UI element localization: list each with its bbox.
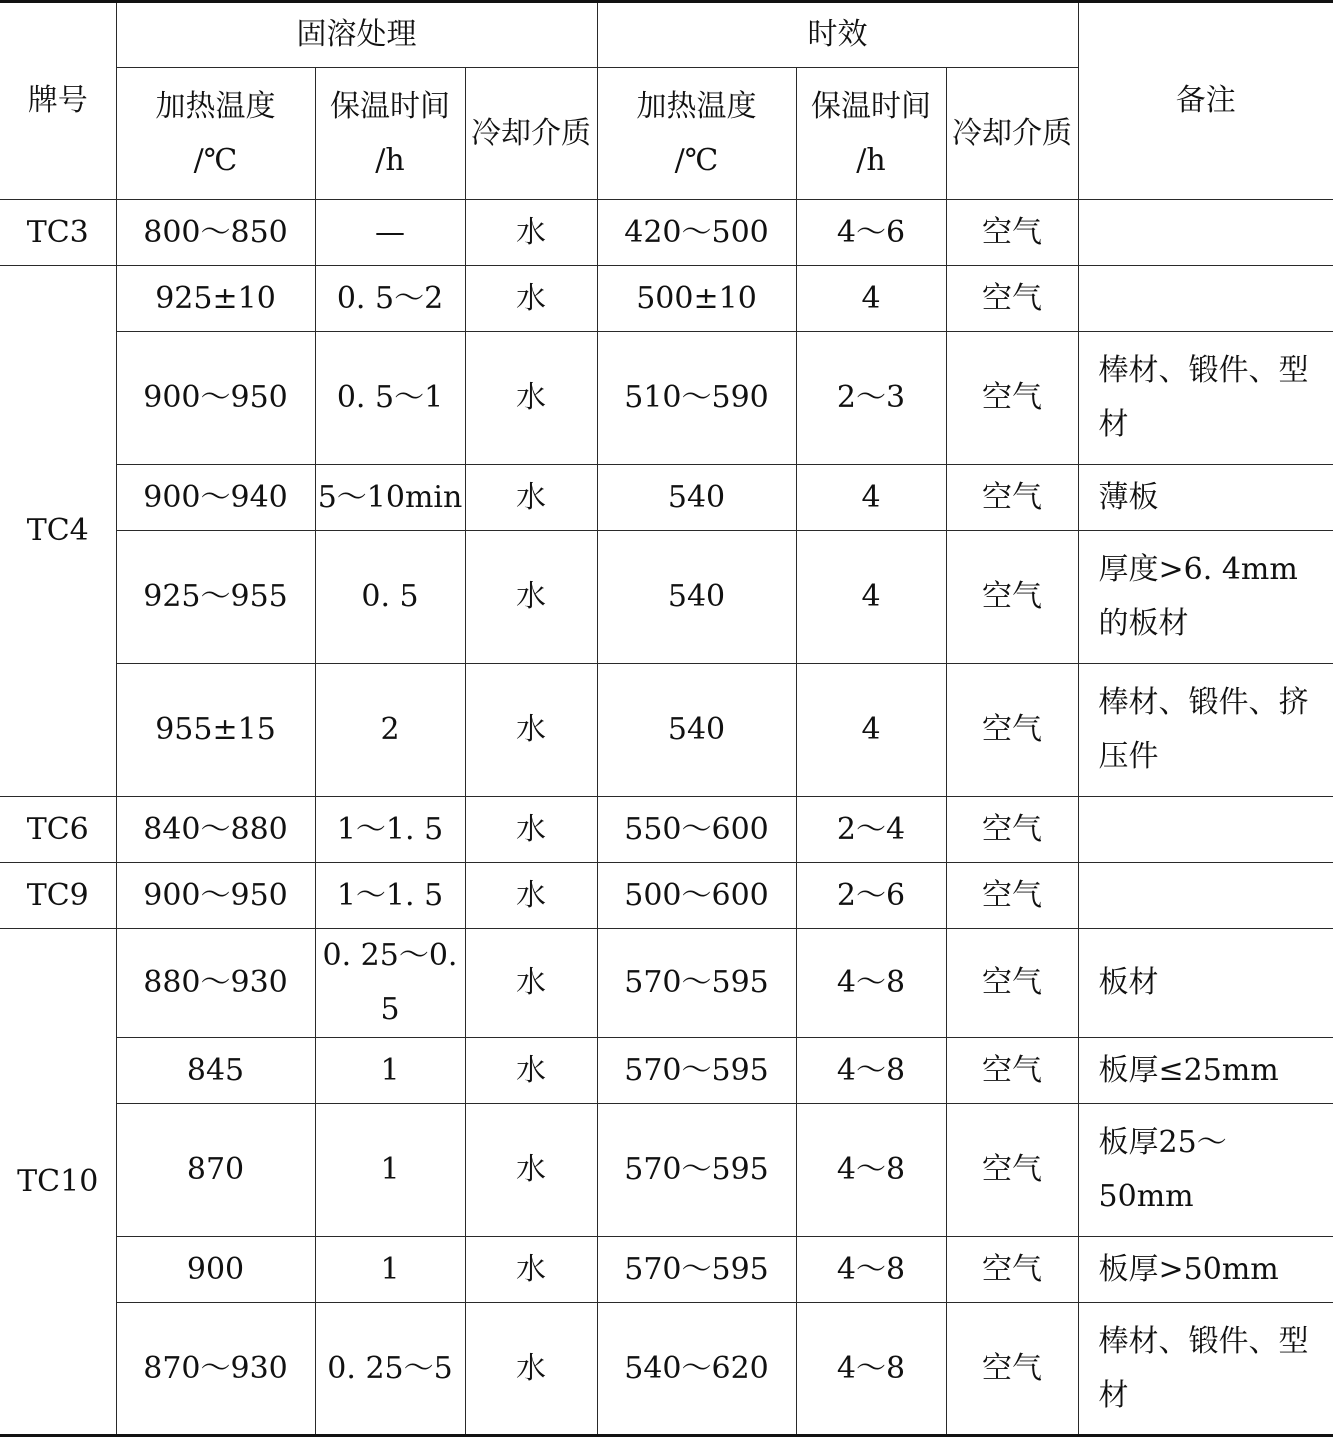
table-row: [0, 1038, 1333, 1104]
grade-cell: TC10: [0, 929, 116, 1436]
st-temp-cell: 900～950: [116, 332, 315, 465]
st-cool-cell: 水: [465, 200, 597, 266]
ag-cool-cell: 空气: [946, 200, 1078, 266]
st-cool-cell: 水: [465, 1038, 597, 1104]
ag-time-cell: 4～6: [796, 200, 946, 266]
ag-temp-cell: 570～595: [597, 929, 796, 1038]
table-row: [0, 266, 1333, 332]
st-time-cell: —: [315, 200, 465, 266]
ag-cool-cell: 空气: [946, 1104, 1078, 1237]
st-time-cell: 1: [315, 1104, 465, 1237]
st-temp-cell: 925±10: [116, 266, 315, 332]
header-ag-heat-temp: [597, 68, 796, 200]
table-row: [0, 531, 1333, 664]
st-time-cell: 0. 5～2: [315, 266, 465, 332]
header-ag-hold-time: [796, 68, 946, 200]
header-aging: 时效: [597, 2, 1078, 68]
note-cell: [1078, 797, 1333, 863]
grade-cell: TC4: [0, 266, 116, 797]
st-time-cell: 0. 5: [315, 531, 465, 664]
st-time-cell: 1: [315, 1038, 465, 1104]
ag-cool-cell: 空气: [946, 465, 1078, 531]
ag-temp-cell: 540: [597, 531, 796, 664]
st-cool-cell: 水: [465, 664, 597, 797]
header-solution-treatment: 固溶处理: [116, 2, 597, 68]
table-row: [0, 200, 1333, 266]
ag-time-cell: 4: [796, 531, 946, 664]
st-time-cell: 2: [315, 664, 465, 797]
st-temp-cell: 880～930: [116, 929, 315, 1038]
st-cool-cell: 水: [465, 531, 597, 664]
grade-cell: TC9: [0, 863, 116, 929]
st-temp-cell: 870: [116, 1104, 315, 1237]
ag-time-cell: 4～8: [796, 1303, 946, 1436]
header-grade: 牌号: [0, 2, 116, 200]
header-ag-hold-time-label: 保温时间: [811, 88, 932, 124]
st-temp-cell: 925～955: [116, 531, 315, 664]
ag-time-cell: 4: [796, 266, 946, 332]
grade-cell: TC3: [0, 200, 116, 266]
note-cell: [1078, 266, 1333, 332]
st-temp-cell: 840～880: [116, 797, 315, 863]
header-st-heat-temp-unit: /℃: [193, 142, 238, 178]
st-cool-cell: 水: [465, 465, 597, 531]
st-time-cell: 0. 25～5: [315, 1303, 465, 1436]
table-row: [0, 332, 1333, 465]
st-time-cell: 1～1. 5: [315, 863, 465, 929]
ag-cool-cell: 空气: [946, 531, 1078, 664]
ag-temp-cell: 540: [597, 465, 796, 531]
note-cell: 板厚>50mm: [1078, 1237, 1333, 1303]
st-cool-cell: 水: [465, 1237, 597, 1303]
note-cell: 棒材、锻件、型材: [1078, 1303, 1333, 1436]
ag-cool-cell: 空气: [946, 266, 1078, 332]
st-time-cell: 0. 25～0. 5: [315, 929, 465, 1038]
ag-temp-cell: 420～500: [597, 200, 796, 266]
st-temp-cell: 845: [116, 1038, 315, 1104]
ag-cool-cell: 空气: [946, 664, 1078, 797]
note-cell: [1078, 863, 1333, 929]
ag-cool-cell: 空气: [946, 1237, 1078, 1303]
note-cell: 棒材、锻件、型材: [1078, 332, 1333, 465]
ag-time-cell: 2～4: [796, 797, 946, 863]
ag-temp-cell: 500～600: [597, 863, 796, 929]
st-time-cell: 1: [315, 1237, 465, 1303]
table-row: [0, 863, 1333, 929]
st-temp-cell: 800～850: [116, 200, 315, 266]
st-cool-cell: 水: [465, 332, 597, 465]
header-remarks: 备注: [1078, 2, 1333, 200]
header-ag-hold-time-unit: /h: [856, 142, 886, 178]
ag-time-cell: 4: [796, 465, 946, 531]
ag-temp-cell: 540: [597, 664, 796, 797]
ag-time-cell: 4: [796, 664, 946, 797]
ag-temp-cell: 540～620: [597, 1303, 796, 1436]
note-cell: 板材: [1078, 929, 1333, 1038]
ag-cool-cell: 空气: [946, 797, 1078, 863]
header-st-heat-temp-label: 加热温度: [155, 88, 276, 124]
ag-cool-cell: 空气: [946, 929, 1078, 1038]
ag-temp-cell: 510～590: [597, 332, 796, 465]
header-st-hold-time-label: 保温时间: [330, 88, 450, 124]
ag-time-cell: 4～8: [796, 1104, 946, 1237]
ag-temp-cell: 500±10: [597, 266, 796, 332]
note-cell: 厚度>6. 4mm的板材: [1078, 531, 1333, 664]
ag-cool-cell: 空气: [946, 332, 1078, 465]
ag-temp-cell: 550～600: [597, 797, 796, 863]
table-row: [0, 1303, 1333, 1436]
st-cool-cell: 水: [465, 929, 597, 1038]
ag-time-cell: 2～3: [796, 332, 946, 465]
st-temp-cell: 870～930: [116, 1303, 315, 1436]
note-cell: 板厚≤25mm: [1078, 1038, 1333, 1104]
ag-time-cell: 4～8: [796, 929, 946, 1038]
st-temp-cell: 900～940: [116, 465, 315, 531]
st-time-cell: 1～1. 5: [315, 797, 465, 863]
ag-temp-cell: 570～595: [597, 1038, 796, 1104]
header-st-hold-time-unit: /h: [375, 142, 405, 178]
st-time-cell: 0. 5～1: [315, 332, 465, 465]
table-row: [0, 797, 1333, 863]
grade-cell: TC6: [0, 797, 116, 863]
header-ag-cooling: 冷却介质: [946, 68, 1078, 200]
st-temp-cell: 955±15: [116, 664, 315, 797]
header-st-heat-temp: [116, 68, 315, 200]
note-cell: 棒材、锻件、挤压件: [1078, 664, 1333, 797]
table-row: [0, 1237, 1333, 1303]
st-cool-cell: 水: [465, 266, 597, 332]
st-cool-cell: 水: [465, 797, 597, 863]
st-time-cell: 5～10min: [315, 465, 465, 531]
table-row: [0, 929, 1333, 1038]
ag-temp-cell: 570～595: [597, 1104, 796, 1237]
header-ag-heat-temp-label: 加热温度: [636, 88, 757, 124]
ag-time-cell: 4～8: [796, 1038, 946, 1104]
st-cool-cell: 水: [465, 863, 597, 929]
ag-cool-cell: 空气: [946, 863, 1078, 929]
note-cell: 板厚25～50mm: [1078, 1104, 1333, 1237]
st-cool-cell: 水: [465, 1104, 597, 1237]
ag-cool-cell: 空气: [946, 1303, 1078, 1436]
table-row: [0, 664, 1333, 797]
ag-cool-cell: 空气: [946, 1038, 1078, 1104]
st-cool-cell: 水: [465, 1303, 597, 1436]
ag-temp-cell: 570～595: [597, 1237, 796, 1303]
header-st-hold-time: [315, 68, 465, 200]
note-cell: 薄板: [1078, 465, 1333, 531]
header-st-cooling: 冷却介质: [465, 68, 597, 200]
st-temp-cell: 900～950: [116, 863, 315, 929]
table-row: [0, 465, 1333, 531]
ag-time-cell: 2～6: [796, 863, 946, 929]
note-cell: [1078, 200, 1333, 266]
header-ag-heat-temp-unit: /℃: [674, 142, 719, 178]
st-temp-cell: 900: [116, 1237, 315, 1303]
table-row: [0, 1104, 1333, 1237]
ag-time-cell: 4～8: [796, 1237, 946, 1303]
